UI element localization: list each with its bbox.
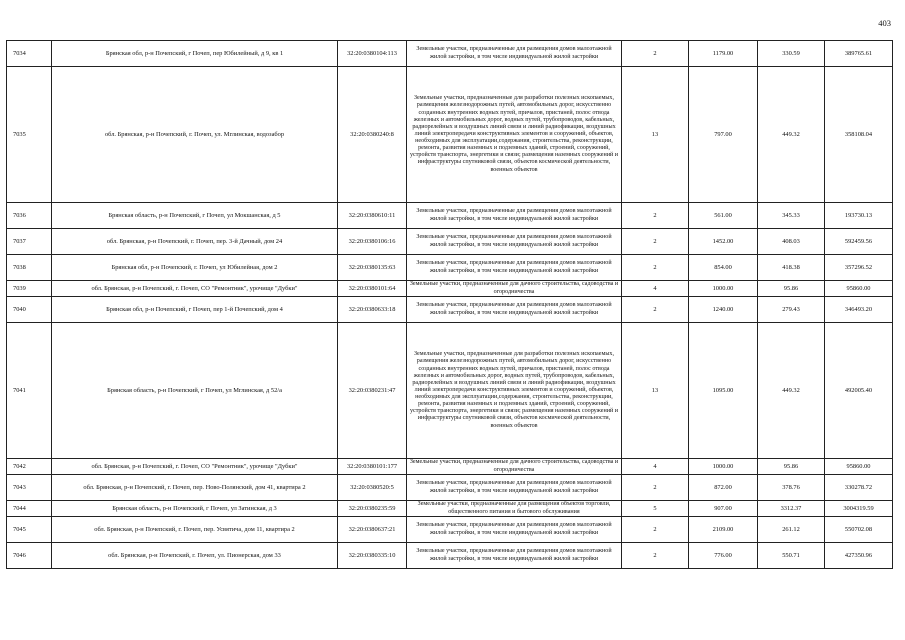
specific-value-cell: 261.12 <box>758 517 825 543</box>
cadastral-value-cell: 492005.40 <box>825 323 893 459</box>
land-use-cell: Земельные участки, предназначенные для размещения домов малоэтажной жилой застройки, в том числе индивидуальной жилой застройки <box>407 203 622 229</box>
use-group-cell: 2 <box>622 41 689 67</box>
row-number: 7046 <box>7 543 52 569</box>
land-use-cell: Земельные участки, предназначенные для размещения домов малоэтажной жилой застройки, в том числе индивидуальной жилой застройки <box>407 517 622 543</box>
use-group-cell: 13 <box>622 323 689 459</box>
cadastral-number-cell: 32:20:0380637:21 <box>338 517 407 543</box>
row-number: 7034 <box>7 41 52 67</box>
row-number: 7036 <box>7 203 52 229</box>
specific-value-cell: 449.32 <box>758 323 825 459</box>
address-cell: обл. Брянская, р-н Почепский, г. Почеп, пер. Ново-Полянский, дом 41, квартира 2 <box>52 475 338 501</box>
cadastral-number-cell: 32:20:0380135:63 <box>338 255 407 281</box>
cadastral-value-cell: 330278.72 <box>825 475 893 501</box>
cadastral-value-cell: 550702.08 <box>825 517 893 543</box>
address-cell: Брянская обл, р-н Почепский, г. Почеп, ул Юбилейная, дом 2 <box>52 255 338 281</box>
specific-value-cell: 345.33 <box>758 203 825 229</box>
land-use-cell: Земельные участки, предназначенные для размещения объектов торговли, общественного питания и бытового обслуживания <box>407 501 622 517</box>
cadastral-value-cell: 95860.00 <box>825 459 893 475</box>
table-row <box>7 281 893 297</box>
area-cell: 2109.00 <box>689 517 758 543</box>
cadastral-value-cell: 592459.56 <box>825 229 893 255</box>
specific-value-cell: 550.71 <box>758 543 825 569</box>
area-cell: 1000.00 <box>689 281 758 297</box>
use-group-cell: 5 <box>622 501 689 517</box>
address-cell: Брянская область, р-н Почепский, г Почеп, ул Мглинская, д 52/а <box>52 323 338 459</box>
use-group-cell: 2 <box>622 229 689 255</box>
table-row <box>7 517 893 543</box>
address-cell: обл. Брянская, р-н Почепский, г. Почеп, пер. 3-й Дачный, дом 24 <box>52 229 338 255</box>
table-row <box>7 475 893 501</box>
cadastral-number-cell: 32:20:0380235:59 <box>338 501 407 517</box>
address-cell: Брянская обл, р-н Почепский, г Почеп, пер 1-й Почепский, дом 4 <box>52 297 338 323</box>
area-cell: 907.00 <box>689 501 758 517</box>
address-cell: обл. Брянская, р-н Почепский, г. Почеп, пер. Усвятича, дом 11, квартира 2 <box>52 517 338 543</box>
table-row <box>7 543 893 569</box>
land-register-table <box>6 40 893 569</box>
use-group-cell: 2 <box>622 255 689 281</box>
row-number: 7042 <box>7 459 52 475</box>
table-row <box>7 41 893 67</box>
cadastral-value-cell: 3004319.59 <box>825 501 893 517</box>
page-number: 403 <box>878 18 891 28</box>
table-row <box>7 323 893 459</box>
cadastral-number-cell: 32:20:0380106:16 <box>338 229 407 255</box>
use-group-cell: 2 <box>622 543 689 569</box>
specific-value-cell: 330.59 <box>758 41 825 67</box>
specific-value-cell: 279.43 <box>758 297 825 323</box>
area-cell: 872.00 <box>689 475 758 501</box>
cadastral-value-cell: 358108.04 <box>825 67 893 203</box>
cadastral-number-cell: 32:20:0380101:177 <box>338 459 407 475</box>
use-group-cell: 2 <box>622 297 689 323</box>
cadastral-value-cell: 389765.61 <box>825 41 893 67</box>
specific-value-cell: 418.38 <box>758 255 825 281</box>
use-group-cell: 13 <box>622 67 689 203</box>
specific-value-cell: 95.86 <box>758 459 825 475</box>
specific-value-cell: 3312.37 <box>758 501 825 517</box>
area-cell: 776.00 <box>689 543 758 569</box>
row-number: 7041 <box>7 323 52 459</box>
row-number: 7038 <box>7 255 52 281</box>
use-group-cell: 2 <box>622 475 689 501</box>
table-row <box>7 255 893 281</box>
area-cell: 1240.00 <box>689 297 758 323</box>
cadastral-number-cell: 32:20:0380610:11 <box>338 203 407 229</box>
cadastral-value-cell: 193730.13 <box>825 203 893 229</box>
cadastral-number-cell: 32:20:0380104:113 <box>338 41 407 67</box>
area-cell: 1095.00 <box>689 323 758 459</box>
cadastral-number-cell: 32:20:0380520:5 <box>338 475 407 501</box>
specific-value-cell: 95.86 <box>758 281 825 297</box>
address-cell: Брянская область, р-н Почепский, г Почеп, ул Мокшанская, д 5 <box>52 203 338 229</box>
row-number: 7043 <box>7 475 52 501</box>
address-cell: обл. Брянская, р-н Почепский, г. Почеп, СО "Ремонтник", урочище "Дубки" <box>52 281 338 297</box>
address-cell: обл. Брянская, р-н Почепский, г. Почеп, ул. Пионерская, дом 33 <box>52 543 338 569</box>
address-cell: обл. Брянская, р-н Почепский, г. Почеп, ул. Мглинская, водозабор <box>52 67 338 203</box>
cadastral-value-cell: 95860.00 <box>825 281 893 297</box>
use-group-cell: 4 <box>622 281 689 297</box>
land-use-cell: Земельные участки, предназначенные для размещения домов малоэтажной жилой застройки, в том числе индивидуальной жилой застройки <box>407 229 622 255</box>
specific-value-cell: 449.32 <box>758 67 825 203</box>
cadastral-value-cell: 357296.52 <box>825 255 893 281</box>
area-cell: 854.00 <box>689 255 758 281</box>
land-use-cell: Земельные участки, предназначенные для дачного строительства, садоводства и огородничества <box>407 459 622 475</box>
table-row <box>7 67 893 203</box>
specific-value-cell: 378.76 <box>758 475 825 501</box>
row-number: 7040 <box>7 297 52 323</box>
cadastral-number-cell: 32:20:0380101:64 <box>338 281 407 297</box>
use-group-cell: 4 <box>622 459 689 475</box>
cadastral-number-cell: 32:20:0380240:8 <box>338 67 407 203</box>
cadastral-value-cell: 346493.20 <box>825 297 893 323</box>
address-cell: Брянская обл, р-н Почепский, г Почеп, пер Юбилейный, д 9, кв 1 <box>52 41 338 67</box>
specific-value-cell: 408.03 <box>758 229 825 255</box>
row-number: 7039 <box>7 281 52 297</box>
table-row <box>7 203 893 229</box>
cadastral-number-cell: 32:20:0380231:47 <box>338 323 407 459</box>
land-use-cell: Земельные участки, предназначенные для разработки полезных ископаемых, размещения железнодорожных путей, автомобильных дорог, искусственно созданных внутренних водных путей, причалов, пристаней, полос отвода железных и автомобильных дорог, водных путей, трубопроводов, кабельных, радиорелейных и воздушных линий связи и линий радиофикации, воздушных линий электропередачи конструктивных элементов и сооружений, объектов, необходимых для эксплуатации,содержания, строительства, реконструкции, ремонта, развития наземных и подземных зданий, строений, сооружений, устройств транспорта, энергетики и связи; размещения наземных сооружений и инфраструктуры спутниковой связи, объектов космической деятельности, военных объектов <box>407 323 622 459</box>
row-number: 7045 <box>7 517 52 543</box>
land-use-cell: Земельные участки, предназначенные для дачного строительства, садоводства и огородничества <box>407 281 622 297</box>
area-cell: 1179.00 <box>689 41 758 67</box>
cadastral-number-cell: 32:20:0380335:10 <box>338 543 407 569</box>
land-use-cell: Земельные участки, предназначенные для размещения домов малоэтажной жилой застройки, в том числе индивидуальной жилой застройки <box>407 255 622 281</box>
table-row <box>7 297 893 323</box>
table-row <box>7 229 893 255</box>
row-number: 7035 <box>7 67 52 203</box>
area-cell: 1000.00 <box>689 459 758 475</box>
land-use-cell: Земельные участки, предназначенные для размещения домов малоэтажной жилой застройки, в том числе индивидуальной жилой застройки <box>407 475 622 501</box>
use-group-cell: 2 <box>622 517 689 543</box>
table-row <box>7 459 893 475</box>
cadastral-number-cell: 32:20:0380633:18 <box>338 297 407 323</box>
cadastral-value-cell: 427350.96 <box>825 543 893 569</box>
land-use-cell: Земельные участки, предназначенные для размещения домов малоэтажной жилой застройки, в том числе индивидуальной жилой застройки <box>407 543 622 569</box>
area-cell: 561.00 <box>689 203 758 229</box>
address-cell: обл. Брянская, р-н Почепский, г. Почеп, СО "Ремонтник", урочище "Дубки" <box>52 459 338 475</box>
area-cell: 1452.00 <box>689 229 758 255</box>
land-use-cell: Земельные участки, предназначенные для размещения домов малоэтажной жилой застройки, в том числе индивидуальной жилой застройки <box>407 41 622 67</box>
address-cell: Брянская область, р-н Почепский, г Почеп, ул Затинская, д 3 <box>52 501 338 517</box>
table-row <box>7 501 893 517</box>
use-group-cell: 2 <box>622 203 689 229</box>
area-cell: 797.00 <box>689 67 758 203</box>
land-use-cell: Земельные участки, предназначенные для размещения домов малоэтажной жилой застройки, в том числе индивидуальной жилой застройки <box>407 297 622 323</box>
land-use-cell: Земельные участки, предназначенные для разработки полезных ископаемых, размещения железнодорожных путей, автомобильных дорог, искусственно созданных внутренних водных путей, причалов, пристаней, полос отвода железных и автомобильных дорог, водных путей, трубопроводов, кабельных, радиорелейных и воздушных линий связи и линий радиофикации, воздушных линий электропередачи конструктивных элементов и сооружений, объектов, необходимых для эксплуатации,содержания, строительства, реконструкции, ремонта, развития наземных и подземных зданий, строений, сооружений, устройств транспорта, энергетики и связи; размещения наземных сооружений и инфраструктуры спутниковой связи, объектов космической деятельности, военных объектов <box>407 67 622 203</box>
row-number: 7044 <box>7 501 52 517</box>
row-number: 7037 <box>7 229 52 255</box>
